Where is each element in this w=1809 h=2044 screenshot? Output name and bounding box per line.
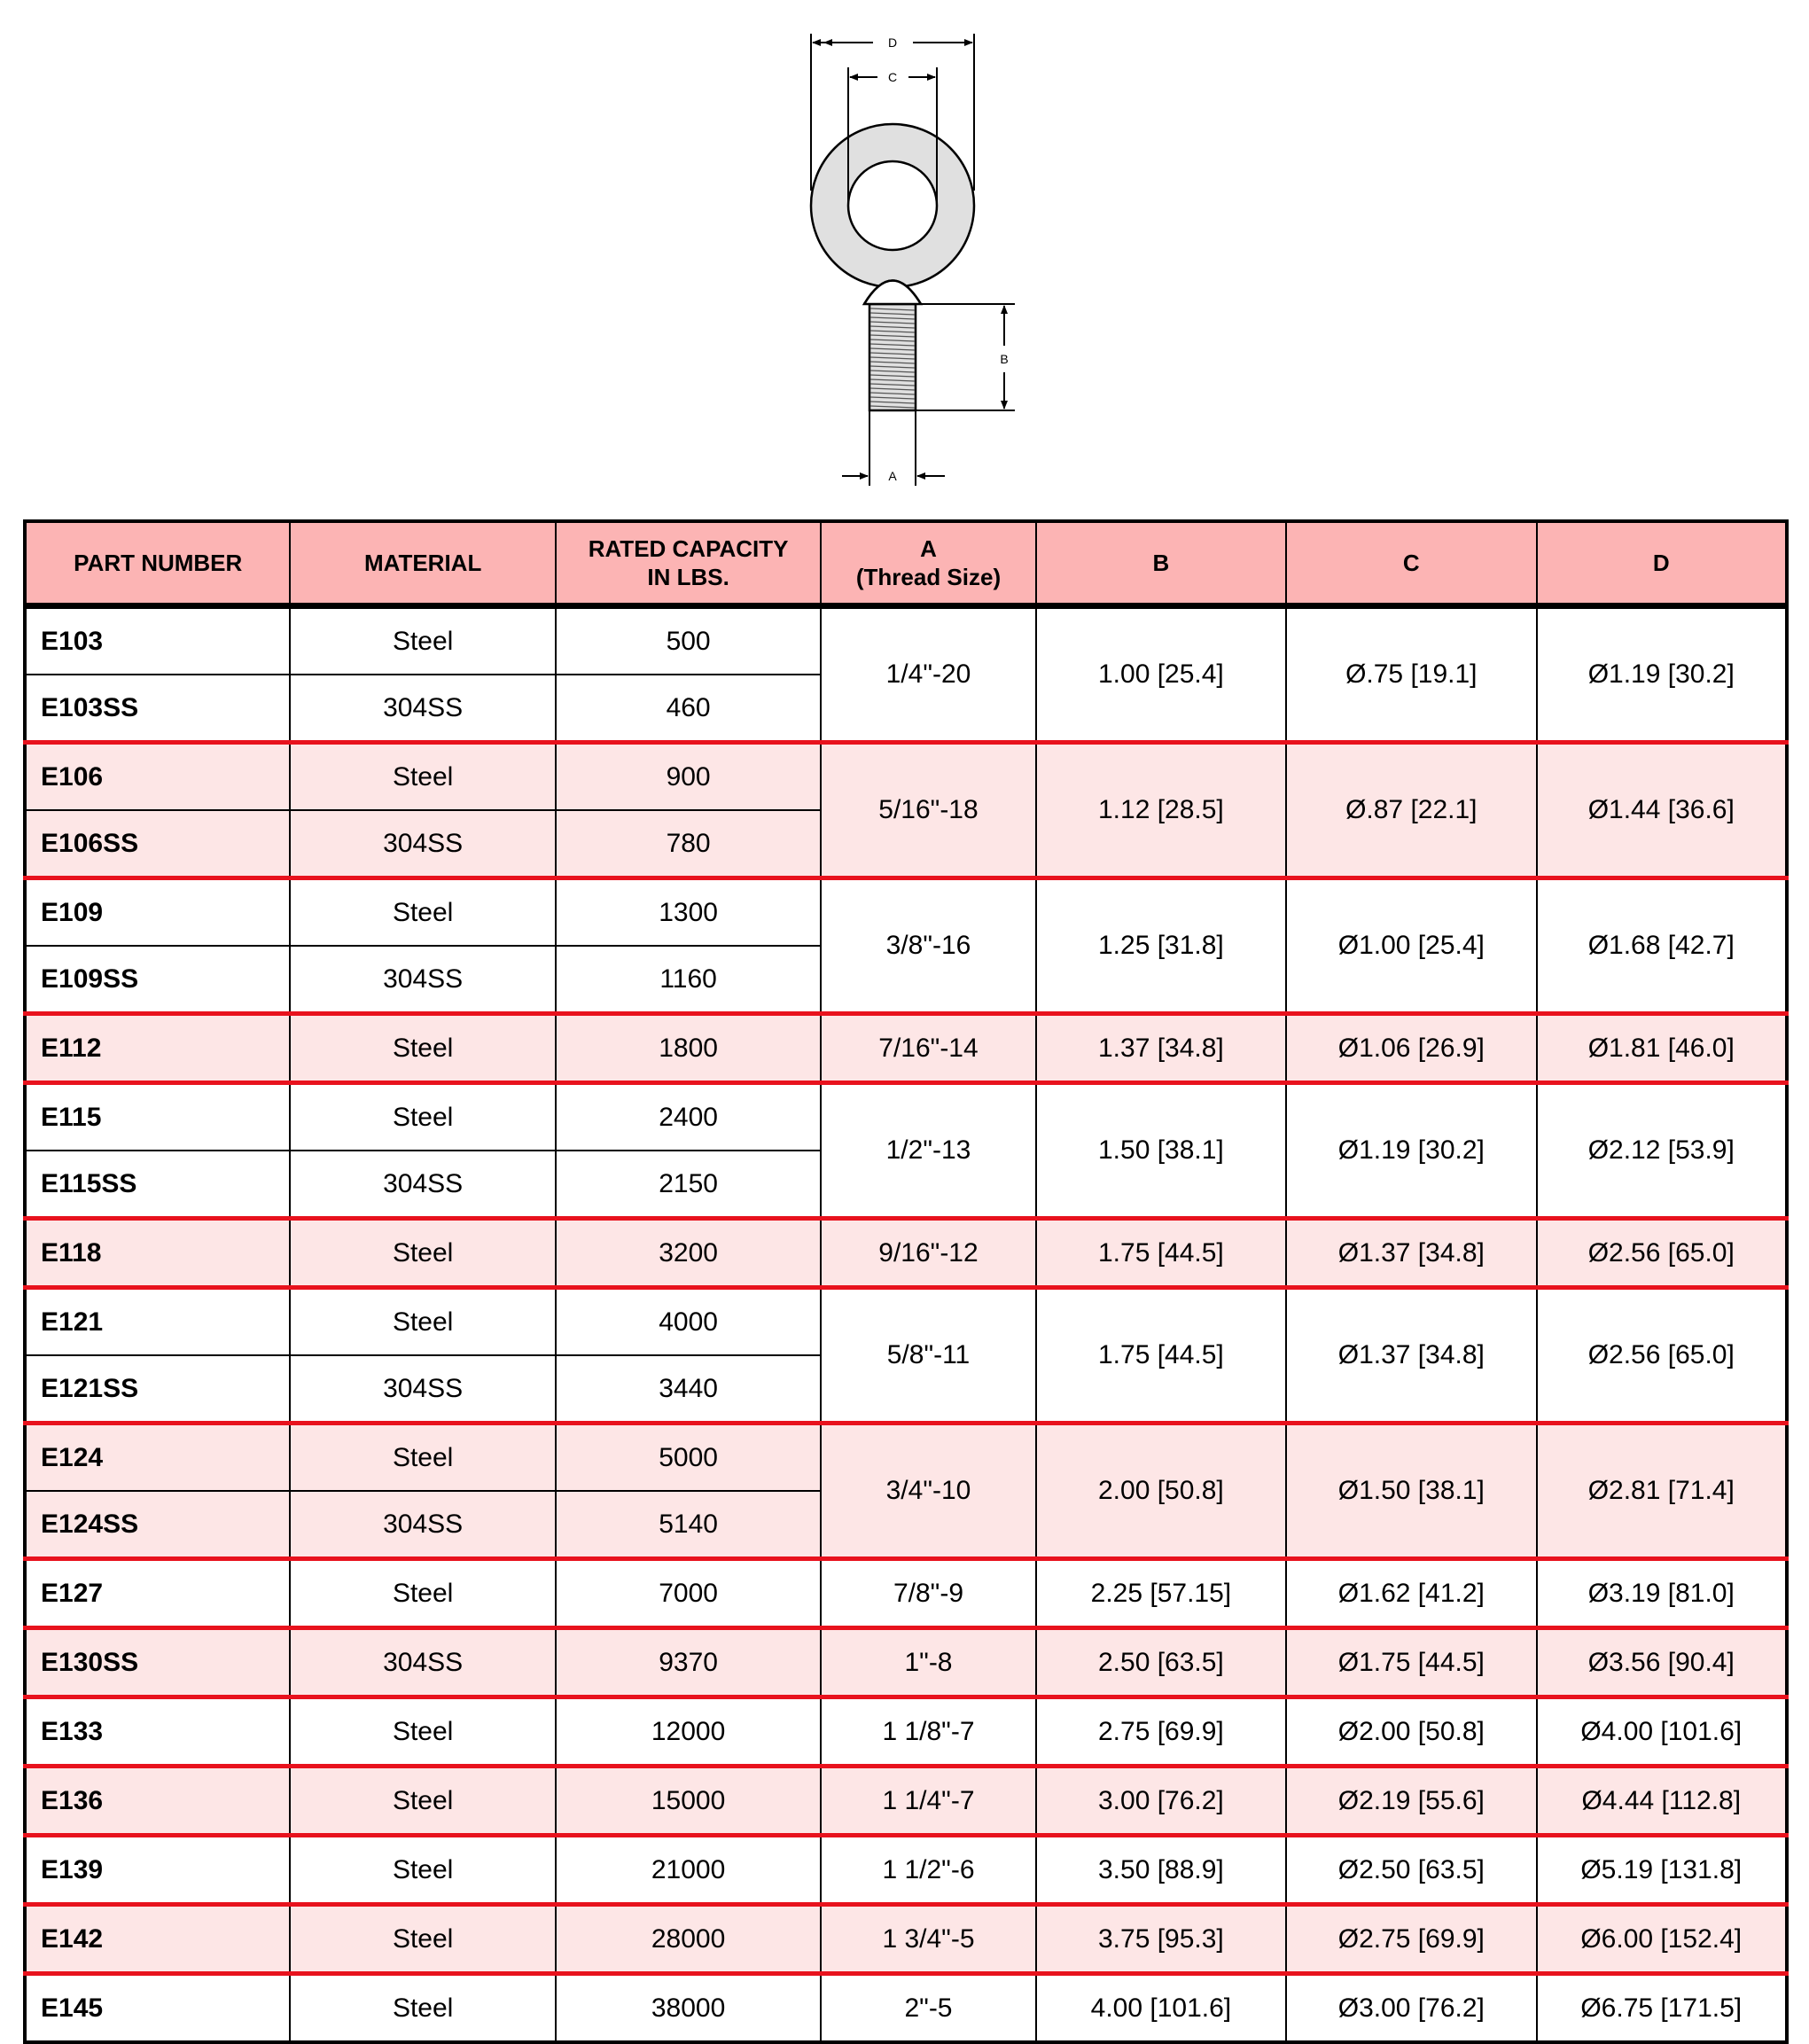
material-cell: Steel (290, 606, 555, 675)
dimension-b-cell: 1.75 [44.5] (1036, 1288, 1286, 1424)
dimension-d-cell: Ø2.56 [65.0] (1537, 1288, 1787, 1424)
part-number-cell: E103SS (25, 675, 290, 743)
part-number-cell: E121 (25, 1288, 290, 1356)
dimension-d-cell: Ø1.19 [30.2] (1537, 606, 1787, 743)
dim-label-a: A (888, 469, 897, 483)
dimension-d-cell: Ø1.81 [46.0] (1537, 1014, 1787, 1083)
dim-label-d: D (887, 35, 898, 50)
dimension-b-cell: 3.50 [88.9] (1036, 1836, 1286, 1905)
rated-capacity-cell: 1800 (556, 1014, 821, 1083)
part-number-cell: E130SS (25, 1628, 290, 1697)
dimension-b-cell: 3.75 [95.3] (1036, 1905, 1286, 1974)
table-row (25, 1083, 1787, 1151)
rated-capacity-cell: 4000 (556, 1288, 821, 1356)
rated-capacity-cell: 1160 (556, 946, 821, 1014)
part-number-cell: E118 (25, 1219, 290, 1288)
dimension-d-cell: Ø3.19 [81.0] (1537, 1559, 1787, 1628)
part-number-cell: E109 (25, 878, 290, 947)
part-number-cell: E112 (25, 1014, 290, 1083)
dimension-a-cell: 3/4"-10 (821, 1424, 1035, 1559)
dimension-a-cell: 1 3/4"-5 (821, 1905, 1035, 1974)
dimension-d-cell: Ø2.12 [53.9] (1537, 1083, 1787, 1219)
header-b: B (1036, 521, 1286, 606)
rated-capacity-cell: 15000 (556, 1767, 821, 1836)
material-cell: 304SS (290, 675, 555, 743)
dimension-d-cell: Ø1.68 [42.7] (1537, 878, 1787, 1014)
material-cell: 304SS (290, 1355, 555, 1424)
dimension-a-cell: 5/8"-11 (821, 1288, 1035, 1424)
table-row (25, 1424, 1787, 1492)
dimension-b-cell: 2.50 [63.5] (1036, 1628, 1286, 1697)
material-cell: Steel (290, 743, 555, 811)
material-cell: Steel (290, 1767, 555, 1836)
dimension-d-cell: Ø4.44 [112.8] (1537, 1767, 1787, 1836)
dimension-b-cell: 1.75 [44.5] (1036, 1219, 1286, 1288)
rated-capacity-cell: 5000 (556, 1424, 821, 1492)
part-number-cell: E133 (25, 1697, 290, 1767)
table-row (25, 1288, 1787, 1356)
table-row (25, 1974, 1787, 2043)
rated-capacity-cell: 3440 (556, 1355, 821, 1424)
dimension-c-cell: Ø.87 [22.1] (1286, 743, 1536, 878)
dimension-c-cell: Ø1.62 [41.2] (1286, 1559, 1536, 1628)
dimension-a-cell: 1 1/2"-6 (821, 1836, 1035, 1905)
dimension-d-cell: Ø2.56 [65.0] (1537, 1219, 1787, 1288)
part-number-cell: E121SS (25, 1355, 290, 1424)
header-part-number: PART NUMBER (25, 521, 290, 606)
rated-capacity-cell: 460 (556, 675, 821, 743)
material-cell: Steel (290, 1559, 555, 1628)
dimension-d-cell: Ø3.56 [90.4] (1537, 1628, 1787, 1697)
table-row (25, 606, 1787, 675)
material-cell: Steel (290, 1219, 555, 1288)
dimension-b-cell: 2.25 [57.15] (1036, 1559, 1286, 1628)
header-a (821, 521, 1035, 606)
part-number-cell: E115SS (25, 1151, 290, 1219)
material-cell: 304SS (290, 1491, 555, 1559)
dimension-c-cell: Ø2.19 [55.6] (1286, 1767, 1536, 1836)
material-cell: Steel (290, 1697, 555, 1767)
dimension-b-cell: 1.12 [28.5] (1036, 743, 1286, 878)
material-cell: 304SS (290, 946, 555, 1014)
dimension-c-cell: Ø2.00 [50.8] (1286, 1697, 1536, 1767)
dimension-a-cell: 9/16"-12 (821, 1219, 1035, 1288)
table-row (25, 878, 1787, 947)
table-row (25, 1697, 1787, 1767)
dim-label-b: B (1000, 352, 1009, 366)
dim-label-c: C (887, 70, 898, 84)
material-cell: Steel (290, 1974, 555, 2043)
dimension-c-cell: Ø1.06 [26.9] (1286, 1014, 1536, 1083)
table-row (25, 1836, 1787, 1905)
rated-capacity-cell: 780 (556, 810, 821, 878)
material-cell: Steel (290, 1288, 555, 1356)
dimension-c-cell: Ø1.50 [38.1] (1286, 1424, 1536, 1559)
header-a-line2: (Thread Size) (855, 564, 1002, 590)
part-number-cell: E124SS (25, 1491, 290, 1559)
dimension-a-cell: 5/16"-18 (821, 743, 1035, 878)
rated-capacity-cell: 1300 (556, 878, 821, 947)
dimension-a-cell: 7/8"-9 (821, 1559, 1035, 1628)
dimension-a-cell: 1 1/8"-7 (821, 1697, 1035, 1767)
dimension-b-cell: 1.25 [31.8] (1036, 878, 1286, 1014)
part-number-cell: E139 (25, 1836, 290, 1905)
material-cell: Steel (290, 1836, 555, 1905)
rated-capacity-cell: 38000 (556, 1974, 821, 2043)
table-row (25, 1767, 1787, 1836)
dimension-a-cell: 1/2"-13 (821, 1083, 1035, 1219)
header-a-line1: A (920, 535, 937, 562)
table-row (25, 1628, 1787, 1697)
table-row (25, 1905, 1787, 1974)
dimension-d-cell: Ø6.75 [171.5] (1537, 1974, 1787, 2043)
dimension-c-cell: Ø1.75 [44.5] (1286, 1628, 1536, 1697)
rated-capacity-cell: 2400 (556, 1083, 821, 1151)
part-number-cell: E103 (25, 606, 290, 675)
dimension-a-cell: 3/8"-16 (821, 878, 1035, 1014)
dimension-c-cell: Ø1.00 [25.4] (1286, 878, 1536, 1014)
table-body (25, 606, 1787, 2043)
dimension-b-cell: 1.50 [38.1] (1036, 1083, 1286, 1219)
dimension-c-cell: Ø1.37 [34.8] (1286, 1219, 1536, 1288)
dimension-d-cell: Ø6.00 [152.4] (1537, 1905, 1787, 1974)
part-number-cell: E142 (25, 1905, 290, 1974)
part-number-cell: E106 (25, 743, 290, 811)
header-rated-capacity-line1: RATED CAPACITY (588, 535, 789, 562)
eye-bolt-diagram (0, 0, 1809, 514)
rated-capacity-cell: 3200 (556, 1219, 821, 1288)
table-header (25, 521, 1787, 606)
dimension-d-cell: Ø1.44 [36.6] (1537, 743, 1787, 878)
dimension-a-cell: 2"-5 (821, 1974, 1035, 2043)
part-number-cell: E115 (25, 1083, 290, 1151)
header-rated-capacity (556, 521, 821, 606)
part-number-cell: E106SS (25, 810, 290, 878)
header-d: D (1537, 521, 1787, 606)
dimension-b-cell: 1.37 [34.8] (1036, 1014, 1286, 1083)
material-cell: 304SS (290, 1151, 555, 1219)
header-material: MATERIAL (290, 521, 555, 606)
dimension-c-cell: Ø2.75 [69.9] (1286, 1905, 1536, 1974)
eye-bolt-spec-table (23, 519, 1789, 2044)
dimension-b-cell: 4.00 [101.6] (1036, 1974, 1286, 2043)
dimension-c-cell: Ø.75 [19.1] (1286, 606, 1536, 743)
dimension-a-cell: 1"-8 (821, 1628, 1035, 1697)
table-row (25, 743, 1787, 811)
part-number-cell: E127 (25, 1559, 290, 1628)
material-cell: Steel (290, 1905, 555, 1974)
dimension-d-cell: Ø5.19 [131.8] (1537, 1836, 1787, 1905)
rated-capacity-cell: 5140 (556, 1491, 821, 1559)
part-number-cell: E124 (25, 1424, 290, 1492)
dimension-d-cell: Ø4.00 [101.6] (1537, 1697, 1787, 1767)
dimension-a-cell: 1 1/4"-7 (821, 1767, 1035, 1836)
rated-capacity-cell: 7000 (556, 1559, 821, 1628)
material-cell: Steel (290, 1424, 555, 1492)
header-rated-capacity-line2: IN LBS. (647, 564, 729, 590)
header-c: C (1286, 521, 1536, 606)
dimension-c-cell: Ø2.50 [63.5] (1286, 1836, 1536, 1905)
part-number-cell: E145 (25, 1974, 290, 2043)
material-cell: Steel (290, 878, 555, 947)
material-cell: Steel (290, 1014, 555, 1083)
material-cell: 304SS (290, 1628, 555, 1697)
dimension-a-cell: 1/4"-20 (821, 606, 1035, 743)
dimension-b-cell: 2.00 [50.8] (1036, 1424, 1286, 1559)
rated-capacity-cell: 12000 (556, 1697, 821, 1767)
table-row (25, 1219, 1787, 1288)
part-number-cell: E109SS (25, 946, 290, 1014)
rated-capacity-cell: 9370 (556, 1628, 821, 1697)
rated-capacity-cell: 900 (556, 743, 821, 811)
part-number-cell: E136 (25, 1767, 290, 1836)
dimension-a-cell: 7/16"-14 (821, 1014, 1035, 1083)
rated-capacity-cell: 2150 (556, 1151, 821, 1219)
dimension-c-cell: Ø1.37 [34.8] (1286, 1288, 1536, 1424)
dimension-c-cell: Ø3.00 [76.2] (1286, 1974, 1536, 2043)
rated-capacity-cell: 28000 (556, 1905, 821, 1974)
dimension-d-cell: Ø2.81 [71.4] (1537, 1424, 1787, 1559)
table-row (25, 1014, 1787, 1083)
material-cell: Steel (290, 1083, 555, 1151)
table-row (25, 1559, 1787, 1628)
rated-capacity-cell: 21000 (556, 1836, 821, 1905)
dimension-b-cell: 1.00 [25.4] (1036, 606, 1286, 743)
dimension-b-cell: 2.75 [69.9] (1036, 1697, 1286, 1767)
dimension-b-cell: 3.00 [76.2] (1036, 1767, 1286, 1836)
rated-capacity-cell: 500 (556, 606, 821, 675)
dimension-c-cell: Ø1.19 [30.2] (1286, 1083, 1536, 1219)
material-cell: 304SS (290, 810, 555, 878)
